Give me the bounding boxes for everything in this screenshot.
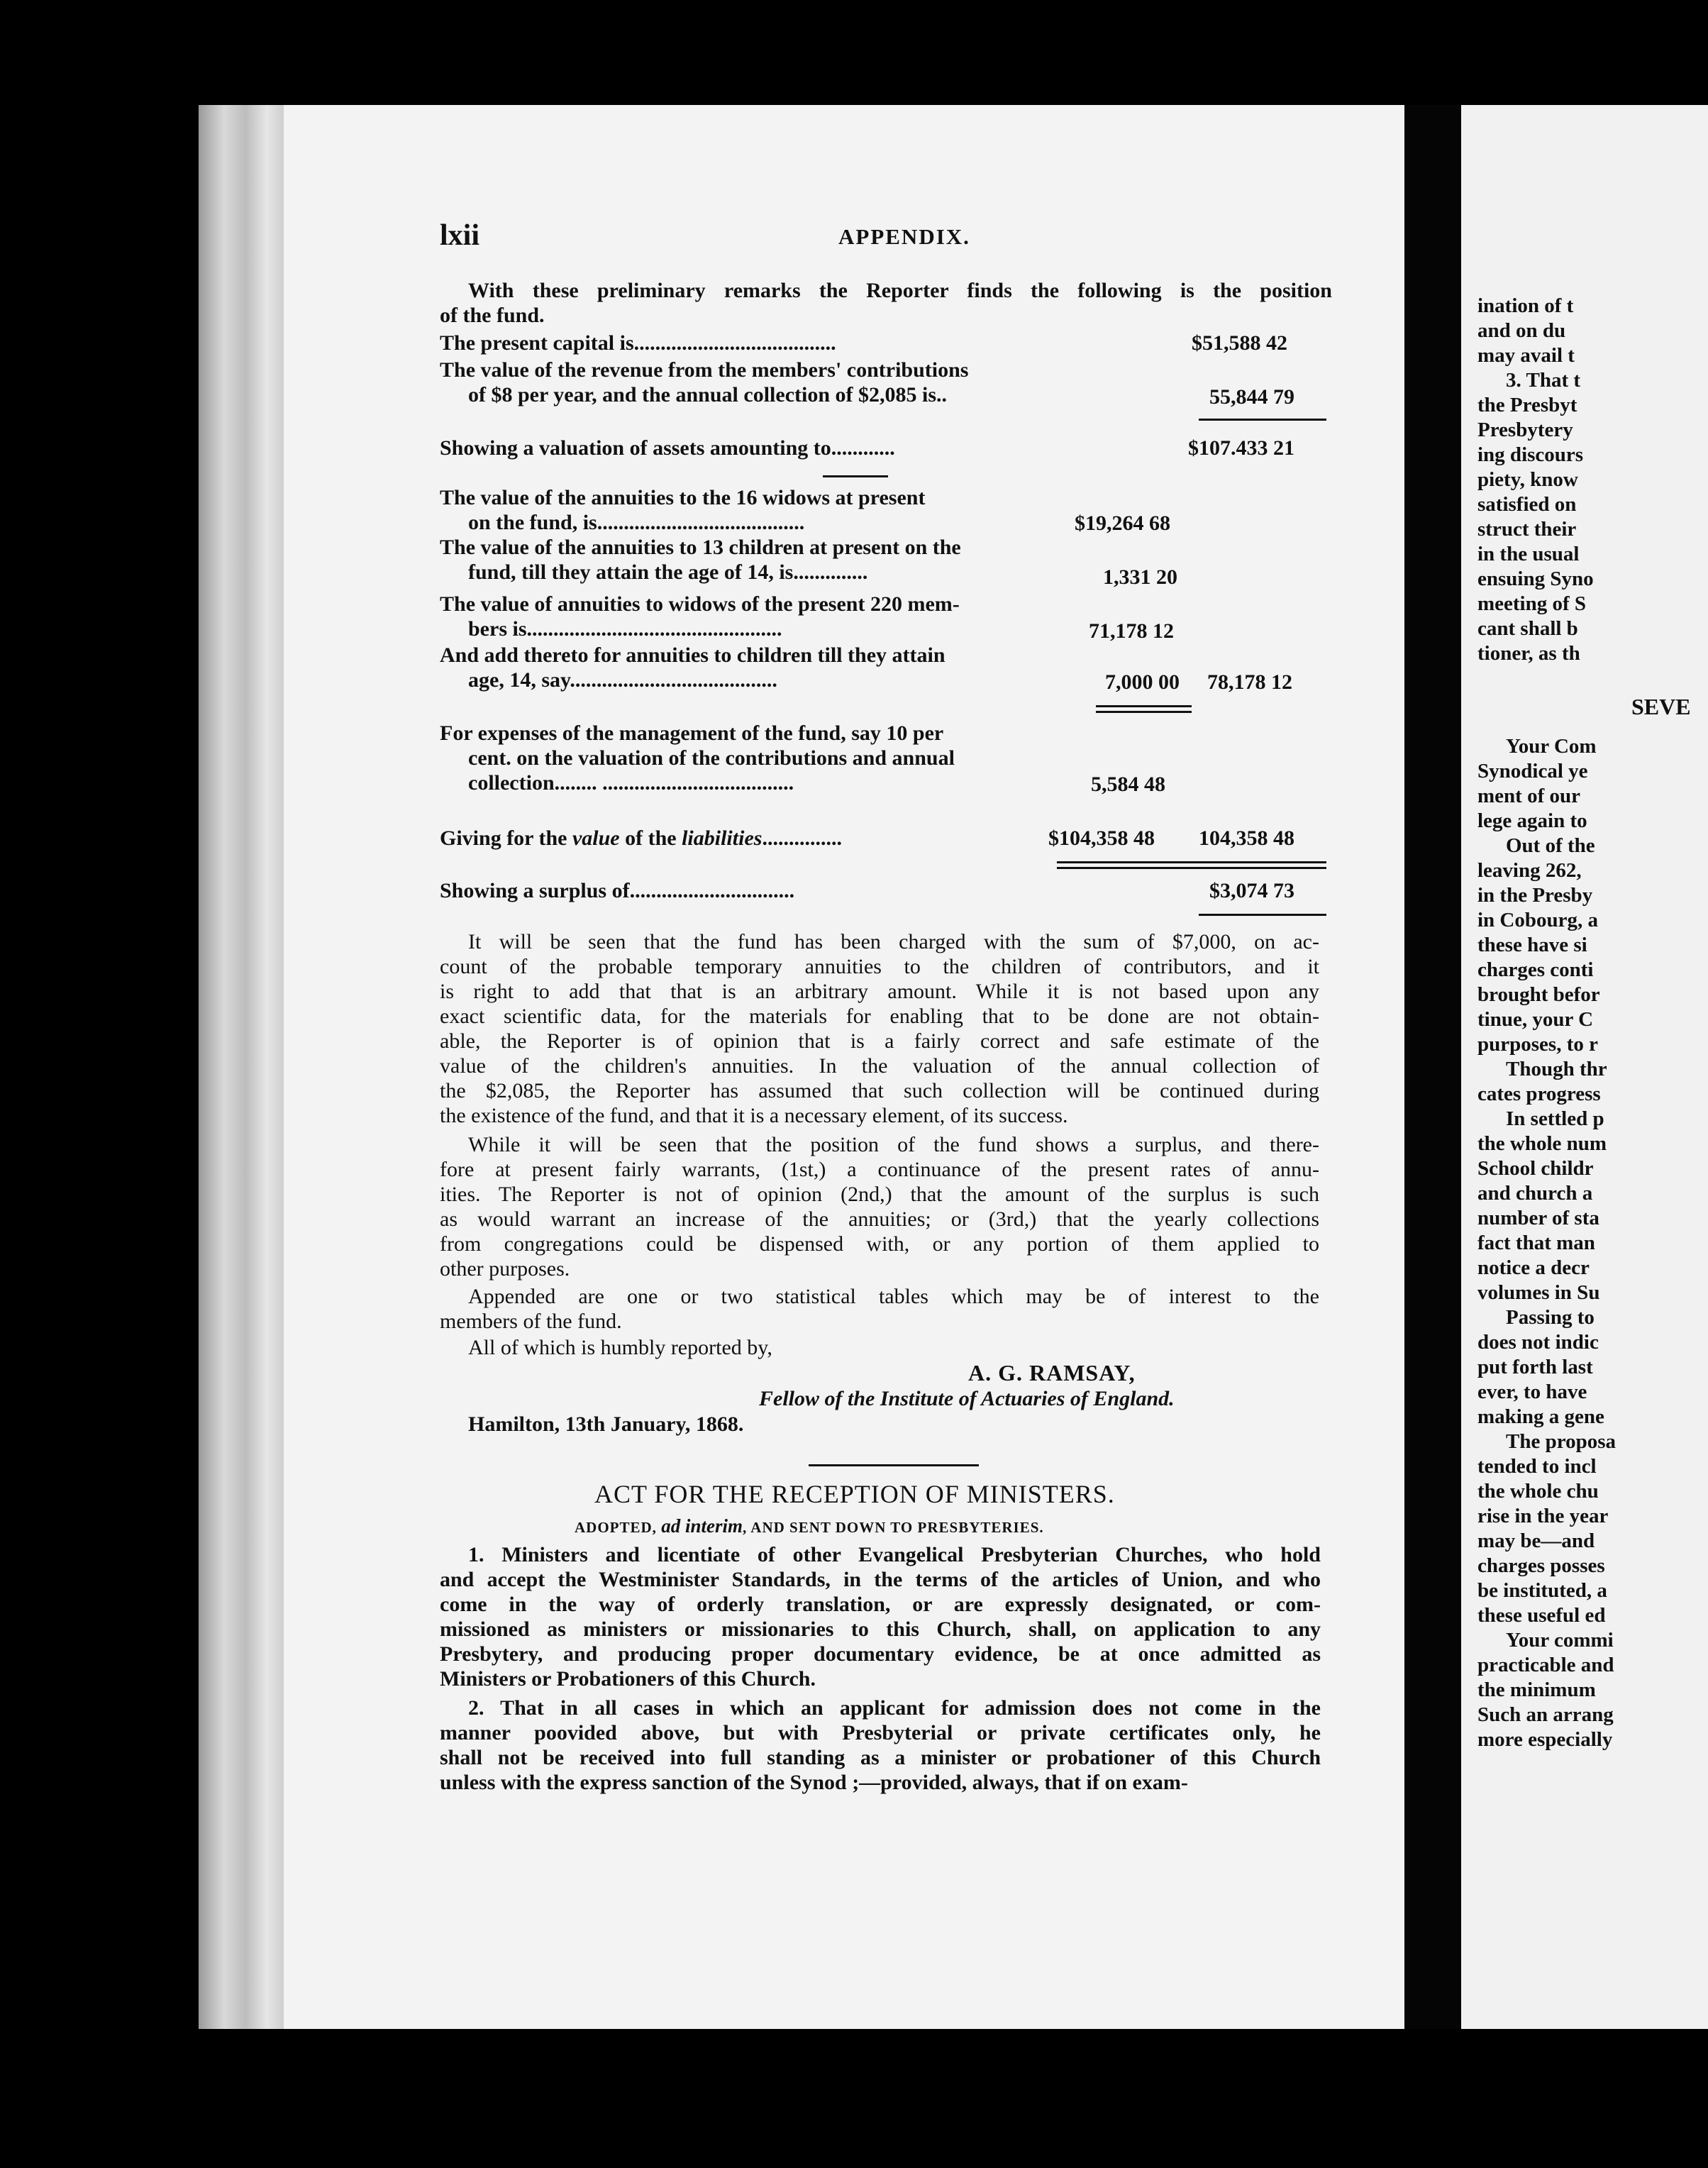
act-clause-1: 1. Ministers and licentiate of other Evangelical Presbyterian Churches, who hold and accept the Westminister Standards, in the terms of the articles of Union, and who come in the way of orderly translation, or are expressly designated, or com- missioned as ministers or missionaries to this Church, shall, on application to any Presbytery, and producing proper documentary evidence, be at once admitted as Ministers or Probationers of this Church. — [440, 1543, 1321, 1691]
liability-subtotal: 78,178 12 — [1207, 670, 1292, 694]
right-page-line: does not indic — [1477, 1331, 1599, 1354]
liability-children-future: And add thereto for annuities to children till they attain age, 14, say....................................... — [440, 643, 946, 692]
right-page-line: notice a decr — [1477, 1256, 1590, 1279]
liability-members: The value of annuities to widows of the present 220 mem- bers is................................................ — [440, 592, 960, 641]
right-page-line: cant shall b — [1477, 617, 1578, 640]
right-page-line: and on du — [1477, 319, 1566, 342]
right-page-line: The proposa — [1506, 1430, 1616, 1453]
right-page-line: charges conti — [1477, 958, 1594, 981]
right-page-line: may be—and — [1477, 1530, 1595, 1552]
right-page-line: put forth last — [1477, 1356, 1593, 1378]
right-page-line: cates progress — [1477, 1083, 1601, 1105]
right-page-line: volumes in Su — [1477, 1281, 1600, 1304]
right-page-line: in the usual — [1477, 543, 1580, 565]
capital-label: The present capital is...................................... — [440, 331, 836, 355]
capital-amount: $51,588 42 — [1192, 331, 1287, 355]
right-page-line: tinue, your C — [1477, 1008, 1594, 1031]
right-page-line: ensuing Syno — [1477, 568, 1594, 590]
right-page-line: tended to incl — [1477, 1455, 1597, 1478]
running-title: APPENDIX. — [838, 224, 970, 249]
right-page-line: and church a — [1477, 1182, 1593, 1205]
rule-liabilities — [1057, 861, 1326, 863]
rule-liabilities-2 — [1057, 867, 1326, 869]
rule-short — [823, 475, 888, 477]
right-page-line: Though thr — [1506, 1058, 1607, 1080]
page-number: lxii — [440, 219, 480, 252]
right-page-line: be instituted, a — [1477, 1579, 1607, 1602]
right-page-line: lege again to — [1477, 809, 1587, 832]
right-page-line: leaving 262, — [1477, 859, 1582, 882]
liability-widows-amount: $19,264 68 — [1075, 511, 1170, 535]
right-page-line: these useful ed — [1477, 1604, 1606, 1627]
act-clause-2: 2. That in all cases in which an applicant for admission does not come in the manner poovided above, but with Presbyterial or private certificates only, he shall not be received into full standing as a minister or probationer of this Church unless with the express sanction of the Synod ;—provided, always, that if on exam- — [440, 1696, 1321, 1794]
act-title: ACT FOR THE RECEPTION OF MINISTERS. — [594, 1480, 1115, 1508]
right-page-line: ination of t — [1477, 294, 1574, 317]
right-page-line: the minimum — [1477, 1678, 1596, 1701]
right-page-line: ment of our — [1477, 785, 1580, 807]
right-page-line: making a gene — [1477, 1405, 1604, 1428]
right-page-line: charges posses — [1477, 1554, 1605, 1577]
rule-subtotal — [1096, 705, 1192, 707]
liability-widows: The value of the annuities to the 16 widows at present on the fund, is....................................... — [440, 486, 926, 534]
right-page-line: School childr — [1477, 1157, 1594, 1180]
surplus-amount: $3,074 73 — [1209, 879, 1294, 902]
assets-amount: $107.433 21 — [1188, 436, 1294, 460]
value-liabilities-label: Giving for the value of the liabilities............... — [440, 826, 842, 850]
rule-subtotal-2 — [1096, 711, 1192, 713]
right-page-line: rise in the year — [1477, 1505, 1609, 1527]
signature-title: Fellow of the Institute of Actuaries of England. — [759, 1387, 1175, 1410]
intro-paragraph: With these preliminary remarks the Reporter finds the following is the position of the fund. — [440, 279, 1332, 327]
right-page-line: ing discours — [1477, 443, 1584, 466]
revenue-amount: 55,844 79 — [1209, 385, 1294, 409]
right-page-line: the whole chu — [1477, 1480, 1599, 1503]
value-liabilities-total: 104,358 48 — [1199, 826, 1294, 850]
right-page-line: these have si — [1477, 934, 1587, 956]
liability-members-amount: 71,178 12 — [1089, 619, 1174, 643]
right-page-line: meeting of S — [1477, 592, 1587, 615]
right-page-line: piety, know — [1477, 468, 1578, 491]
reported-by-line: All of which is humbly reported by, — [468, 1336, 772, 1359]
right-page-line: Passing to — [1506, 1306, 1595, 1329]
right-page-line: SEVE — [1631, 694, 1691, 719]
right-page-line: tioner, as th — [1477, 642, 1580, 665]
explanation-paragraph: It will be seen that the fund has been charged with the sum of $7,000, on ac- count of the probable temporary annuities to the children of contributors, and it is right to add that that is an arbitrary amount. While it is not based upon any exact scientific data, for the materials for enabling that to be done are not obtain- able, the Reporter is of opinion that is a fairly correct and safe estimate of the value of the children's annuities. In the valuation of the annual collection of the $2,085, the Reporter has assumed that such collection will be continued during the existence of the fund, and that it is a necessary element, of its success. — [440, 930, 1319, 1127]
surplus-paragraph: While it will be seen that the position of the fund shows a surplus, and there- fore at present fairly warrants, (1st,) a continuance of the present rates of annu- ities. The Reporter is not of opinion (2nd,) that the amount of the surplus is such as would warrant an increase of the annuities; or (3rd,) that the yearly collections from congregations could be dispensed with, or any portion of them applied to other purposes. — [440, 1133, 1319, 1281]
liability-children-amount: 1,331 20 — [1103, 565, 1177, 589]
right-page-line: practicable and — [1477, 1654, 1614, 1676]
right-page-line: 3. That t — [1506, 369, 1581, 392]
right-page-line: In settled p — [1506, 1107, 1604, 1130]
liability-children: The value of the annuities to 13 children at present on the fund, till they attain the age of 14, is.............. — [440, 536, 961, 584]
right-page-line: the whole num — [1477, 1132, 1607, 1155]
liability-children-future-amount: 7,000 00 — [1105, 670, 1180, 694]
right-page-line: purposes, to r — [1477, 1033, 1598, 1056]
right-page-line: fact that man — [1477, 1232, 1595, 1254]
book-gutter — [1404, 105, 1461, 2029]
right-page-line: Out of the — [1506, 834, 1595, 857]
right-page-line: more especially — [1477, 1728, 1613, 1751]
right-page-line: Your Com — [1506, 735, 1597, 758]
right-page-line: the Presbyt — [1477, 394, 1577, 416]
right-page-line: brought befor — [1477, 983, 1600, 1006]
expenses-label: For expenses of the management of the fund, say 10 per cent. on the valuation of the contributions and annual collection........ .................................... — [440, 721, 955, 795]
right-page-line: satisfied on — [1477, 493, 1577, 516]
rule-assets — [1199, 419, 1326, 421]
right-page-line: in Cobourg, a — [1477, 909, 1599, 931]
right-page-line: struct their — [1477, 518, 1577, 541]
right-page-line: Synodical ye — [1477, 760, 1588, 782]
right-page-line: in the Presby — [1477, 884, 1593, 907]
page-header — [440, 219, 1326, 261]
assets-label: Showing a valuation of assets amounting to............ — [440, 436, 895, 460]
value-liabilities-amount: $104,358 48 — [1048, 826, 1155, 850]
right-page-line: ever, to have — [1477, 1381, 1587, 1403]
section-divider — [809, 1464, 979, 1466]
revenue-label: The value of the revenue from the members' contributions of $8 per year, and the annual collection of $2,085 is.. — [440, 358, 969, 406]
expenses-amount: 5,584 48 — [1091, 773, 1165, 796]
right-page-line: Your commi — [1506, 1629, 1614, 1652]
right-page-line: Presbytery — [1477, 419, 1573, 441]
page-edge-stack — [199, 105, 284, 2029]
place-date: Hamilton, 13th January, 1868. — [468, 1412, 744, 1436]
tables-paragraph: Appended are one or two statistical tables which may be of interest to the members of the fund. — [440, 1285, 1319, 1333]
right-page-line: may avail t — [1477, 344, 1575, 367]
surplus-label: Showing a surplus of............................... — [440, 879, 795, 902]
rule-surplus — [1199, 914, 1326, 916]
signature-name: A. G. RAMSAY, — [968, 1360, 1136, 1386]
right-page-line: number of sta — [1477, 1207, 1599, 1229]
right-page-line: Such an arrang — [1477, 1703, 1614, 1726]
act-subtitle: ADOPTED, ad interim, AND SENT DOWN TO PRESBYTERIES. — [575, 1515, 1044, 1537]
